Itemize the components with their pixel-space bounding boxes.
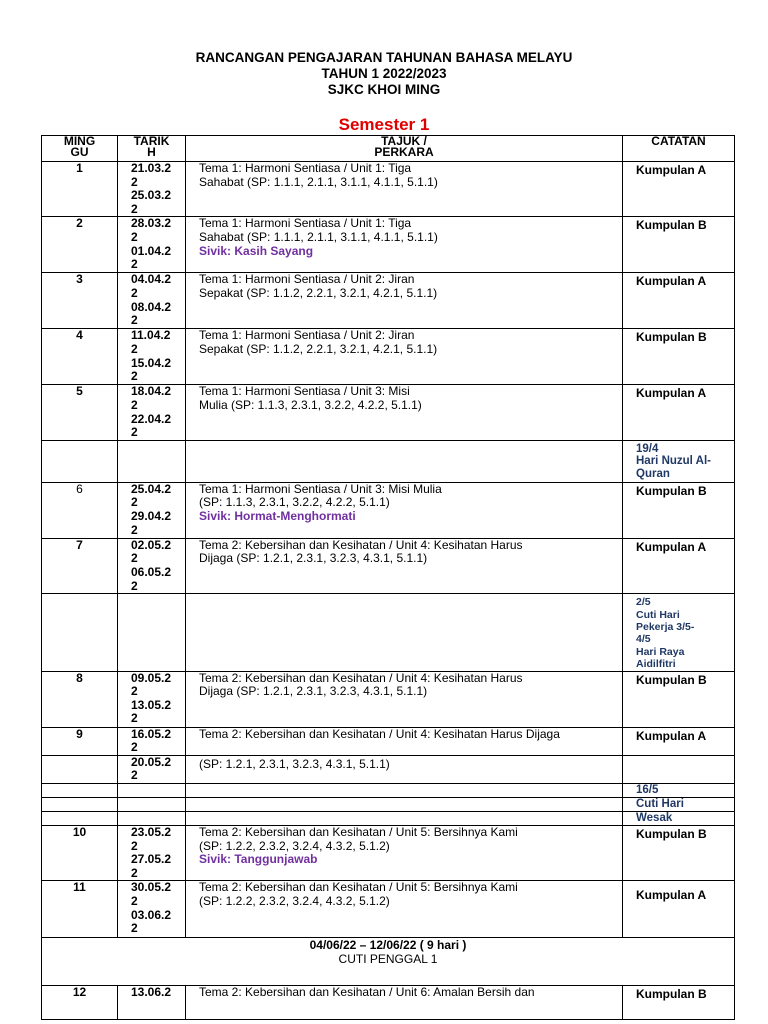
doc-title: RANCANGAN PENGAJARAN TAHUNAN BAHASA MELAYU [195, 50, 573, 65]
table-row [42, 440, 735, 482]
holiday-note: Wesak [623, 811, 735, 825]
note-cell: Kumpulan A [623, 385, 735, 440]
table-row [42, 938, 735, 986]
table-row [42, 538, 735, 593]
note-cell: Kumpulan A [623, 727, 735, 755]
table-row [42, 783, 735, 797]
table-row [42, 482, 735, 538]
note-cell: Kumpulan A [623, 162, 735, 217]
note-cell: Kumpulan B [623, 986, 735, 1020]
week-cell: 1 [42, 162, 118, 217]
note-cell: Kumpulan B [623, 671, 735, 727]
date-cell: 30.05.2 2 03.06.2 2 [118, 881, 186, 938]
table-row [42, 825, 735, 880]
holiday-note: 19/4 Hari Nuzul Al- Quran [623, 440, 735, 482]
topic-cell: Tema 2: Kebersihan dan Kesihatan / Unit 4: Kesihatan Harus Dijaga (SP: 1.2.1, 2.3.1, 3.2.3, 4.3.1, 5.1.1) [186, 671, 623, 727]
week-cell: 12 [42, 986, 118, 1020]
date-cell: 16.05.2 2 [118, 727, 186, 755]
note-cell: Kumpulan B [623, 482, 735, 538]
holiday-note: 16/5 [623, 783, 735, 797]
doc-school: SJKC KHOI MING [327, 82, 441, 97]
topic-cell: Tema 2: Kebersihan dan Kesihatan / Unit 5: Bersihnya Kami (SP: 1.2.2, 2.3.2, 3.2.4, 4.3.2, 5.1.2) [186, 881, 623, 938]
holiday-note: Cuti Hari [623, 797, 735, 811]
table-row [42, 385, 735, 440]
topic-cell: Tema 1: Harmoni Sentiasa / Unit 3: Misi Mulia (SP: 1.1.3, 2.3.1, 3.2.2, 4.2.2, 5.1.1) [186, 385, 623, 440]
week-cell: 7 [42, 538, 118, 593]
date-cell: 25.04.2 2 29.04.2 2 [118, 482, 186, 538]
week-cell: 3 [42, 273, 118, 329]
week-cell: 8 [42, 671, 118, 727]
civic-label: Sivik: Kasih Sayang [199, 243, 314, 258]
topic-cell: Tema 1: Harmoni Sentiasa / Unit 1: Tiga Sahabat (SP: 1.1.1, 2.1.1, 3.1.1, 4.1.1, 5.1.1) [186, 162, 623, 217]
topic-cell: Tema 2: Kebersihan dan Kesihatan / Unit 4: Kesihatan Harus Dijaga [186, 727, 623, 755]
holiday-note: 2/5 Cuti Hari Pekerja 3/5- 4/5 Hari Raya Aidilfitri [623, 594, 735, 671]
header-catatan: CATATAN [623, 136, 735, 162]
header-minggu: MING GU [42, 136, 118, 162]
note-cell: Kumpulan A [623, 273, 735, 329]
note-cell: Kumpulan A [623, 881, 735, 938]
note-cell: Kumpulan B [623, 329, 735, 385]
date-cell: 28.03.2 2 01.04.2 2 [118, 217, 186, 273]
table-row [42, 881, 735, 938]
header-tajuk: TAJUK / PERKARA [186, 136, 623, 162]
date-cell: 04.04.2 2 08.04.2 2 [118, 273, 186, 329]
date-cell: 11.04.2 2 15.04.2 2 [118, 329, 186, 385]
schedule-table [41, 135, 735, 1020]
date-cell: 23.05.2 2 27.05.2 2 [118, 825, 186, 880]
topic-cell: Tema 1: Harmoni Sentiasa / Unit 2: Jiran Sepakat (SP: 1.1.2, 2.2.1, 3.2.1, 4.2.1, 5.1.1) [186, 329, 623, 385]
week-cell: 2 [42, 217, 118, 273]
table-row [42, 273, 735, 329]
topic-cell: Tema 1: Harmoni Sentiasa / Unit 1: Tiga Sahabat (SP: 1.1.1, 2.1.1, 3.1.1, 4.1.1, 5.1.1) Sivik: Kasih Sayang [186, 217, 623, 273]
doc-year: TAHUN 1 2022/2023 [321, 66, 447, 81]
civic-label: Sivik: Tanggunjawab [199, 852, 318, 867]
date-cell: 21.03.2 2 25.03.2 2 [118, 162, 186, 217]
header-tarikh: TARIK H [118, 136, 186, 162]
week-cell: 10 [42, 825, 118, 880]
civic-label: Sivik: Hormat-Menghormati [199, 508, 356, 523]
topic-cell: Tema 2: Kebersihan dan Kesihatan / Unit 5: Bersihnya Kami (SP: 1.2.2, 2.3.2, 3.2.4, 4.3.2, 5.1.2) Sivik: Tanggunjawab [186, 825, 623, 880]
topic-cell: Tema 1: Harmoni Sentiasa / Unit 2: Jiran Sepakat (SP: 1.1.2, 2.2.1, 3.2.1, 4.2.1, 5.1.1) [186, 273, 623, 329]
table-row [42, 755, 735, 783]
table-row [42, 162, 735, 217]
table-row [42, 217, 735, 273]
table-header-row [42, 136, 735, 162]
date-cell: 02.05.2 2 06.05.2 2 [118, 538, 186, 593]
week-cell: 5 [42, 385, 118, 440]
table-row [42, 329, 735, 385]
note-cell: Kumpulan B [623, 825, 735, 880]
note-cell: Kumpulan B [623, 217, 735, 273]
term-break-cell: 04/06/22 – 12/06/22 ( 9 hari ) CUTI PENGGAL 1 [42, 938, 735, 986]
semester-title: Semester 1 [338, 115, 430, 134]
table-row [42, 986, 735, 1020]
table-row [42, 594, 735, 671]
week-cell: 11 [42, 881, 118, 938]
week-cell: 6 [42, 482, 118, 538]
note-cell: Kumpulan A [623, 538, 735, 593]
topic-cell: Tema 2: Kebersihan dan Kesihatan / Unit 4: Kesihatan Harus Dijaga (SP: 1.2.1, 2.3.1, 3.2.3, 4.3.1, 5.1.1) [186, 538, 623, 593]
date-cell: 09.05.2 2 13.05.2 2 [118, 671, 186, 727]
table-row [42, 671, 735, 727]
table-row [42, 811, 735, 825]
week-cell: 9 [42, 727, 118, 755]
topic-cell: Tema 1: Harmoni Sentiasa / Unit 3: Misi Mulia (SP: 1.1.3, 2.3.1, 3.2.2, 4.2.2, 5.1.1) Sivik: Hormat-Menghormati [186, 482, 623, 538]
table-row [42, 727, 735, 755]
date-cell: 20.05.2 2 [118, 755, 186, 783]
topic-cell: Tema 2: Kebersihan dan Kesihatan / Unit 6: Amalan Bersih dan [186, 986, 623, 1020]
week-cell: 4 [42, 329, 118, 385]
table-row [42, 797, 735, 811]
topic-cell: (SP: 1.2.1, 2.3.1, 3.2.3, 4.3.1, 5.1.1) [186, 755, 623, 783]
date-cell: 18.04.2 2 22.04.2 2 [118, 385, 186, 440]
date-cell: 13.06.2 [118, 986, 186, 1020]
